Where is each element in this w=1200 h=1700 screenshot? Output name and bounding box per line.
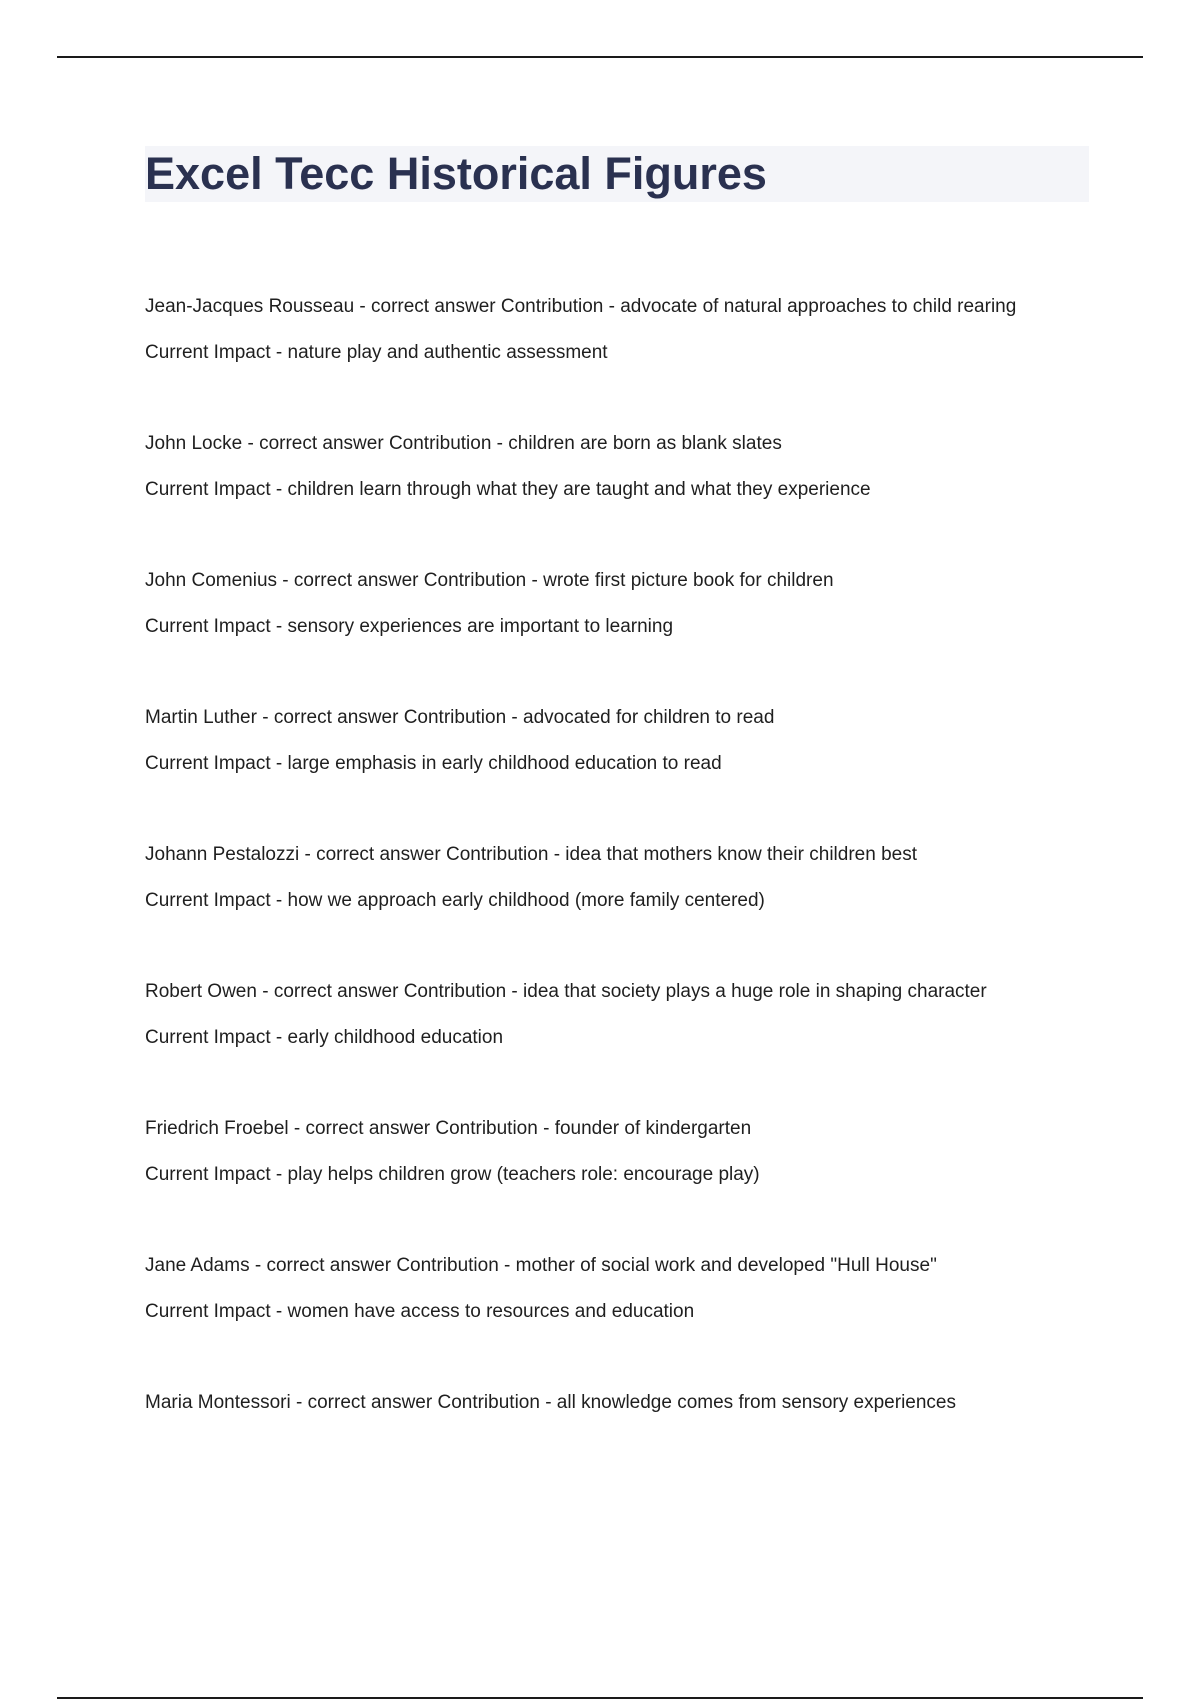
entry-contribution: Robert Owen - correct answer Contribution - idea that society plays a huge role in shaping character: [145, 981, 987, 1002]
entry-contribution: Martin Luther - correct answer Contribution - advocated for children to read: [145, 707, 775, 728]
document-title: Excel Tecc Historical Figures: [145, 148, 767, 199]
entry-contribution: John Comenius - correct answer Contribution - wrote first picture book for children: [145, 570, 834, 591]
entry-comenius: [145, 564, 1105, 701]
entry-contribution: Jean-Jacques Rousseau - correct answer Contribution - advocate of natural approaches to child rearing: [145, 296, 1017, 317]
entry-impact: Current Impact - play helps children grow (teachers role: encourage play): [145, 1164, 760, 1185]
entry-contribution: Friedrich Froebel - correct answer Contribution - founder of kindergarten: [145, 1118, 752, 1139]
entry-luther: [145, 701, 1105, 838]
entry-rousseau: [145, 290, 1105, 427]
top-rule: [57, 56, 1143, 58]
entry-contribution: Johann Pestalozzi - correct answer Contribution - idea that mothers know their children best: [145, 844, 917, 865]
entry-impact: Current Impact - how we approach early childhood (more family centered): [145, 890, 765, 911]
entry-locke: [145, 427, 1105, 564]
entry-froebel: [145, 1112, 1105, 1249]
entry-contribution: John Locke - correct answer Contribution - children are born as blank slates: [145, 433, 782, 454]
entry-contribution: Jane Adams - correct answer Contribution - mother of social work and developed "Hull House": [145, 1255, 937, 1276]
entry-impact: Current Impact - early childhood education: [145, 1027, 504, 1048]
entry-impact: Current Impact - women have access to resources and education: [145, 1301, 695, 1322]
entries-list: [145, 290, 1105, 1523]
bottom-rule: [57, 1697, 1143, 1699]
entry-owen: [145, 975, 1105, 1112]
entry-contribution: Maria Montessori - correct answer Contribution - all knowledge comes from sensory experiences: [145, 1392, 956, 1413]
entry-impact: Current Impact - nature play and authentic assessment: [145, 342, 608, 363]
entry-impact: Current Impact - large emphasis in early childhood education to read: [145, 753, 722, 774]
entry-adams: [145, 1249, 1105, 1386]
entry-montessori: [145, 1386, 1105, 1523]
entry-impact: Current Impact - children learn through what they are taught and what they experience: [145, 479, 871, 500]
entry-impact: Current Impact - sensory experiences are important to learning: [145, 616, 674, 637]
entry-pestalozzi: [145, 838, 1105, 975]
